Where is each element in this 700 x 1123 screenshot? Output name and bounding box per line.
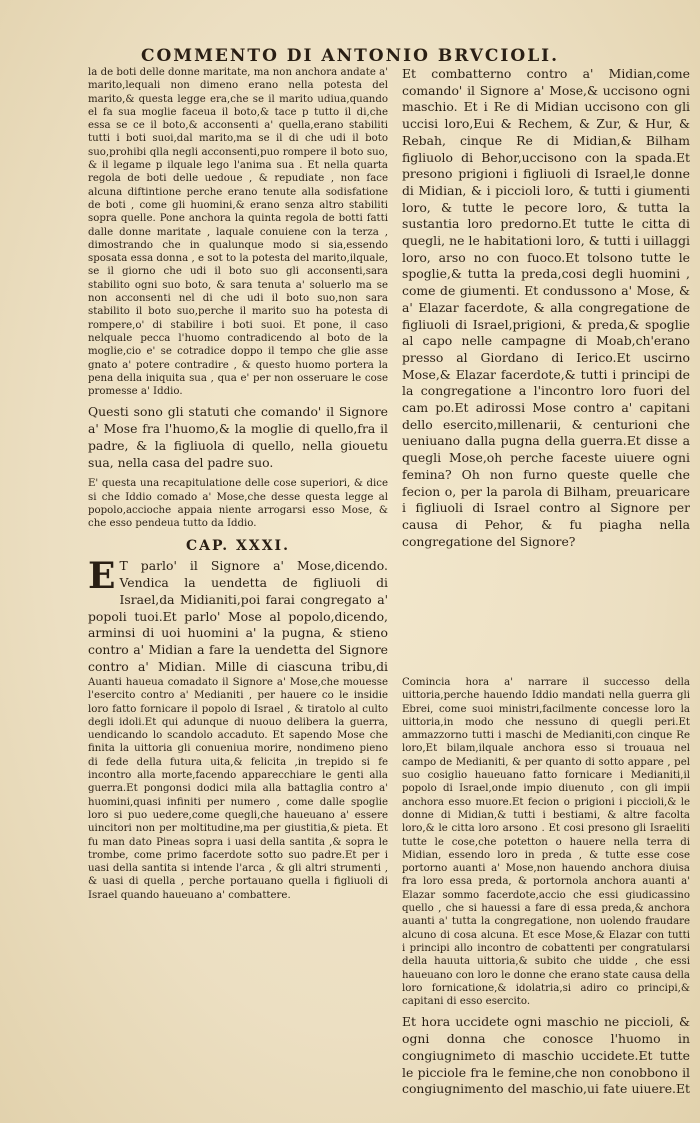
- chapter-heading: CAP. XXXI.: [186, 538, 290, 555]
- scripture-paragraph: E T parlo' il Signore a' Mose,dicendo. Vendica la uendetta de figliuoli di Israel,da Midianiti,poi farai congregato a' popoli tuoi.Et parlo' Mose al popolo,dicendo, arminsi di uoi huomini a' la pugna, & stieno contro a' Midian a fare la uendetta del Signore contro a' Midian. Mille di ciascuna tribu,di: [88, 555, 388, 674]
- commentary-paragraph: Comincia hora a' narrare il successo della uittoria,perche hauendo Iddio mandati nella guerra gli Ebrei, come suoi ministri,facilmente concesse loro la uittoria,in modo che nessuno di quegli peri.Et ammazzorno tutti i maschi de Medianiti,con cinque Re loro,Et bilam,ilquale anchora esso si trouaua nel campo de Medianiti, & per quanto di sotto appare , pel suo cosiglio haueuano fatto fornicare i Medianiti,il popolo di Israel,onde impio diuenuto , con gli impii anchora esso muore.Et fecion o prigioni i piccioli,& le donne di Midian,& tutti i bestiami, & altre facolta loro,& le citta loro arsono . Et cosi presono gli Israeliti tutte le cose,che potetton o hauere nella terra di Midian, essendo loro in preda , & tutte esse cose portorno auanti a' Mose,non hauendo anchora diuisa fra loro essa preda, & portornola anchora auanti a' Elazar sommo facerdote,accio che essi giudicassino quello , che si hauessi a fare di essa preda,& anchora auanti a' tutta la congregatione, non uolendo fraudare alcuno di cosa alcuna. Et esce Mose,& Elazar con tutti i principi allo incontro de cobattenti per congratularsi della hauuta uittoria,& subito che uidde , che essi haueuano con loro le donne che erano state causa della loro fornicatione,& idolatria,si adiro co principi,& capitani di esso esercito.: [402, 677, 690, 1008]
- commentary-paragraph: Auanti haueua comadato il Signore a' Mose,che mouesse l'esercito contro a' Medianiti , per hauere co le insidie loro fatto fornicare il popolo di Israel , & tiratolo al culto degli idoli.Et qui adunque di nuouo delibera la guerra, uendicando lo scandolo accaduto. Et sapendo Mose che finita la uittoria gli conueniua morire, nondimeno pieno di fede della futura uita,& felicita ,in trepido si fe incontro alla morte,facendo apparecchiare le genti alla guerra.Et pongonsi dodici mila alla battaglia contro a' huomini,quasi infiniti per numero , come dalle spoglie loro si puo uedere,come quegli,che haueuano a' essere uincitori non per moltitudine,ma per giustitia,& pieta. Et fu man dato Pineas sopra i uasi della santita ,& sopra le trombe, come primo facerdote sotto suo padre.Et per i uasi della santita si intende l'arca , & gli altri strumenti , & uasi di quella , perche portauano quella i figliuoli di Israel quando haueuano a' combattere.: [88, 677, 388, 901]
- right-column-bottom: [402, 676, 690, 1096]
- commentary-paragraph: la de boti delle donne maritate, ma non anchora andate a' marito,lequali non dimeno erano nella potesta del marito,& questa legge era,che se il marito udiua,quando el fa sua moglie faceua il boto,& tace p tutto il di,che essa se ce il boto,& acconsenti a' quella,erano stabiliti tutti i boti suoi,dal marito,ma se il di che udi il boto suo,prohibi qlla negli acconsenti,puo rompere il boto suo, & il legame p ilquale lego l'anima sua . Et nella quarta regola de boti delle uedoue , & repudiate , non face alcuna diftintione perche erano tenute alla sodisfatione de boti , come gli huomini,& erano senza altro stabiliti sopra quelle. Pone anchora la quinta regola de botti fatti dalle donne maritate , laquale conuiene con la terza , dimostrando che in qualunque modo si sia,essendo sposata essa donna , e sot to la potesta del marito,ilquale, se il giorno che udi il boto suo gli acconsenti,sara stabilito ogni suo boto, & sara tenuta a' soluerlo ma se non acconsenti nel di che udi il boto suo,non sara stabilito il boto suo,perche il marito suo ha potesta di rompere,o' di stabilire i boti suoi. Et pone, il caso nelquale pecca l'huomo contradicendo al boto de la moglie,cio e' se cotradice doppo il tempo che glie asse gnato a' potere contradire , & questo huomo portera la pena della iniquita sua , qua e' per non osseruare le cose promesse a' Iddio.: [88, 67, 388, 398]
- scripture-paragraph: Questi sono gli statuti che comando' il Signore a' Mose fra l'huomo,& la moglie di quello,fra il padre, & la figliuola di quello, nella giouetu sua, nella casa del padre suo.: [88, 404, 388, 470]
- drop-capital: E: [88, 555, 116, 598]
- scripture-paragraph: Et combatterno contro a' Midian,come comando' il Signore a' Mose,& uccisono ogni maschio. Et i Re di Midian uccisono con gli uccisi loro,Eui & Rechem, & Zur, & Hur, & Rebah, cinque Re di Midian,& Bilham figliuolo di Behor,uccisono con la spada.Et presono prigioni i figliuoli di Israel,le donne di Midian, & i piccioli loro, & tutti i giumenti loro, & tutte le pecore loro, & tutta la sustantia loro predorno.Et tutte le citta di quegli, ne le habitationi loro, & tutti i uillaggi loro, arso no con fuoco.Et tolsono tutte le spoglie,& tutta la preda,cosi degli huomini , come de giumenti. Et condussono a' Mose, & a' Elazar facerdote, & alla congregatione de figliuoli di Israel,prigioni, & preda,& spoglie al capo nelle campagne di Moab,ch'erano presso al Giordano di Ierico.Et uscirno Mose,& Elazar facerdote,& tutti i principi de la congregatione a l'incontro loro fuori del cam po.Et adirossi Mose contro a' capitani dello esercito,millenarii, & centurioni che ueniuano dalla pugna della guerra.Et disse a quegli Mose,oh perche faceste uiuere ogni femina? Oh non furno queste quelle che fecion o, per la parola di Bilham, preuaricare i figliuoli di Israel contro al Signore per causa di Pehor, & fu piagha nella congregatione del Signore?: [402, 66, 690, 549]
- left-column-bottom: [88, 676, 388, 1076]
- scripture-paragraph: Et hora uccidete ogni maschio ne piccioli, & ogni donna che conosce l'huomo in congiugnimeto di maschio uccidete.Et tutte le picciole fra le femine,che non conobbono il congiugnimento del maschio,ui fate uiuere.Et: [402, 1014, 690, 1096]
- left-column-top: [88, 66, 388, 676]
- commentary-paragraph: E' questa una recapitulatione delle cose superiori, & dice si che Iddio comado a' Mose,che desse questa legge al popolo,accioche appaia niente arrogarsi esso Mose, & che esso pendeua tutto da Iddio.: [88, 478, 388, 530]
- running-header: COMMENTO DI ANTONIO BRVCIOLI.: [140, 46, 560, 66]
- right-column-top: [402, 66, 690, 676]
